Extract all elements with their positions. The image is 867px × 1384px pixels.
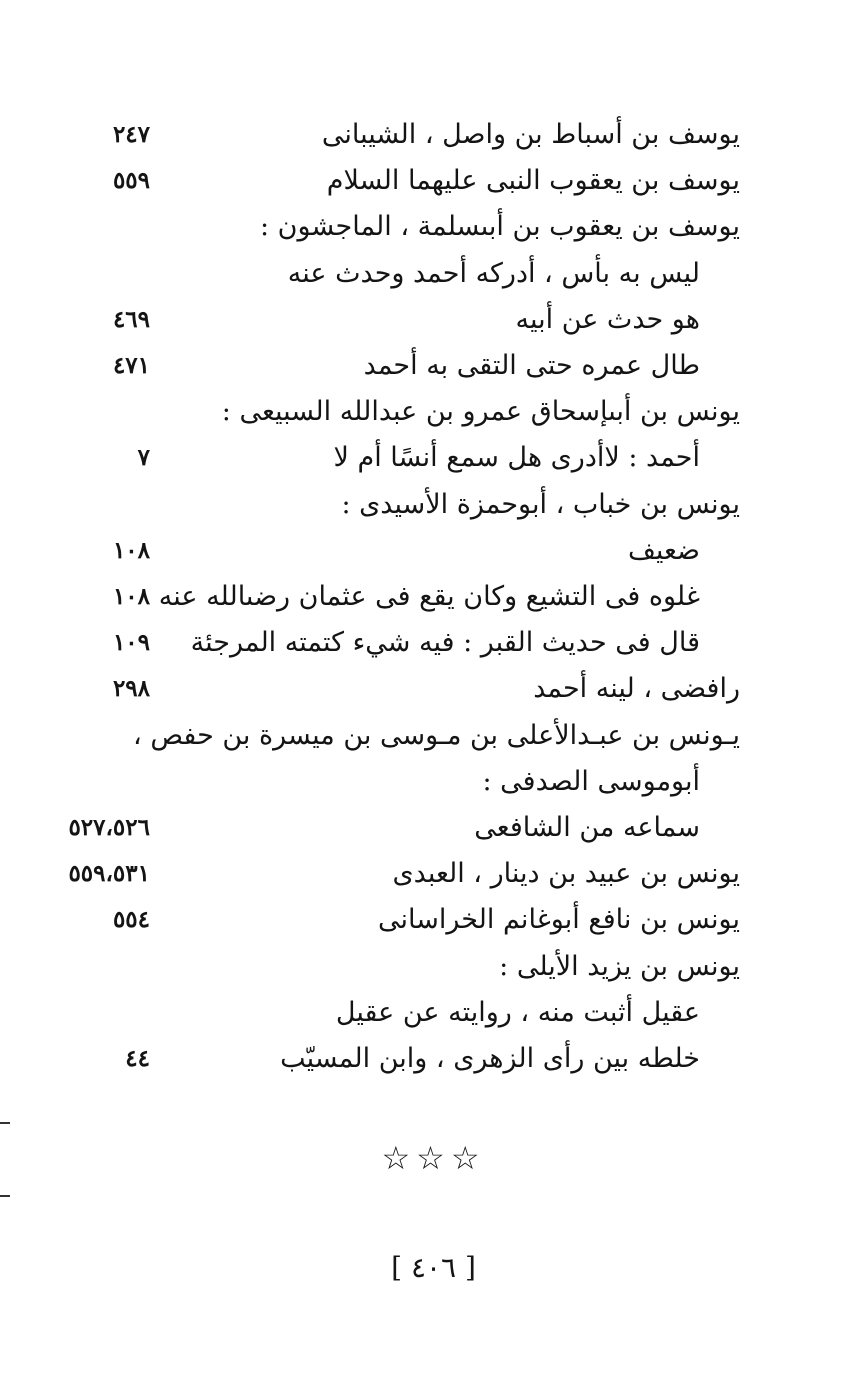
- index-entry-row: [40, 944, 740, 990]
- index-page-reference: ٥٥٤: [112, 906, 150, 933]
- index-entry-row: [40, 389, 740, 435]
- index-entry-text: يونس بن نافع أبوغانم الخراسانى: [377, 904, 740, 935]
- index-entry-text: قال فى حديث القبر : فيه شيء كتمته المرجئة: [190, 627, 700, 658]
- index-entry-text: يونس بن عبيد بن دينار ، العبدى: [392, 858, 740, 889]
- index-entry-text: يوسف بن يعقوب النبى عليهما السلام: [326, 165, 740, 196]
- index-entry-row: [40, 620, 740, 666]
- index-page-reference: ٢٤٧: [112, 121, 150, 148]
- index-entry-row: [40, 1036, 740, 1082]
- index-entry-text: ضعيف: [627, 535, 700, 566]
- index-entry-text: طال عمره حتى التقى به أحمد: [363, 350, 700, 381]
- index-entry-row: [40, 435, 740, 481]
- index-entry-row: [40, 574, 740, 620]
- index-entry-text: ليس به بأس ، أدركه أحمد وحدث عنه: [287, 258, 700, 289]
- index-page-reference: ٥٢٧،٥٢٦: [68, 814, 150, 841]
- index-entry-row: [40, 204, 740, 250]
- index-entry-text: يونس بن أبىإسحاق عمرو بن عبدالله السبيعى :: [221, 396, 740, 427]
- scan-edge-mark: [0, 1122, 10, 1124]
- index-entry-text: غلوه فى التشيع وكان يقع فى عثمان رضىالله عنه: [158, 581, 700, 612]
- index-page-reference: ١٠٩: [112, 629, 150, 656]
- index-entry-text: يوسف بن يعقوب بن أبىسلمة ، الماجشون :: [259, 211, 740, 242]
- index-entry-row: [40, 851, 740, 897]
- section-end-stars: ☆☆☆: [381, 1139, 486, 1177]
- index-entry-row: [40, 343, 740, 389]
- index-page-reference: ٤٤: [125, 1045, 150, 1072]
- index-entry-row: [40, 158, 740, 204]
- index-page-reference: ٤٦٩: [112, 306, 150, 333]
- index-entry-text: يونس بن يزيد الأيلى :: [499, 951, 740, 982]
- index-entry-text: أحمد : لاأدرى هل سمع أنسًا أم لا: [333, 442, 700, 473]
- index-entry-row: [40, 528, 740, 574]
- index-entry-row: [40, 251, 740, 297]
- page-number: [ ٤٠٦ ]: [391, 1251, 476, 1284]
- index-entry-row: [40, 759, 740, 805]
- index-entry-text: يونس بن خباب ، أبوحمزة الأسيدى :: [341, 489, 740, 520]
- index-entry-text: هو حدث عن أبيه: [515, 304, 700, 335]
- index-entry-row: [40, 713, 740, 759]
- index-page-reference: ١٠٨: [112, 583, 150, 610]
- index-entry-text: يـونس بن عبـدالأعلى بن مـوسى بن ميسرة بن حفص ،: [133, 720, 740, 751]
- index-page-reference: ٥٥٩،٥٣١: [68, 860, 150, 887]
- index-page-reference: ١٠٨: [112, 537, 150, 564]
- index-page-reference: ٧: [137, 444, 150, 471]
- index-entry-text: أبوموسى الصدفى :: [482, 766, 700, 797]
- index-entry-row: [40, 482, 740, 528]
- index-page-reference: ٢٩٨: [112, 675, 150, 702]
- scan-edge-mark: [0, 1195, 10, 1197]
- index-page-reference: ٥٥٩: [112, 167, 150, 194]
- index-entry-text: يوسف بن أسباط بن واصل ، الشيبانى: [321, 119, 740, 150]
- index-entry-row: [40, 897, 740, 943]
- index-entry-row: [40, 990, 740, 1036]
- index-entry-text: عقيل أثبت منه ، روايته عن عقيل: [335, 997, 700, 1028]
- index-entry-row: [40, 805, 740, 851]
- index-entry-text: رافضى ، لينه أحمد: [533, 673, 740, 704]
- index-entry-row: [40, 666, 740, 712]
- index-page-reference: ٤٧١: [112, 352, 150, 379]
- index-entry-row: [40, 112, 740, 158]
- index-entry-text: خلطه بين رأى الزهرى ، وابن المسيّب: [280, 1043, 700, 1074]
- index-entry-row: [40, 297, 740, 343]
- index-entry-text: سماعه من الشافعى: [474, 812, 700, 843]
